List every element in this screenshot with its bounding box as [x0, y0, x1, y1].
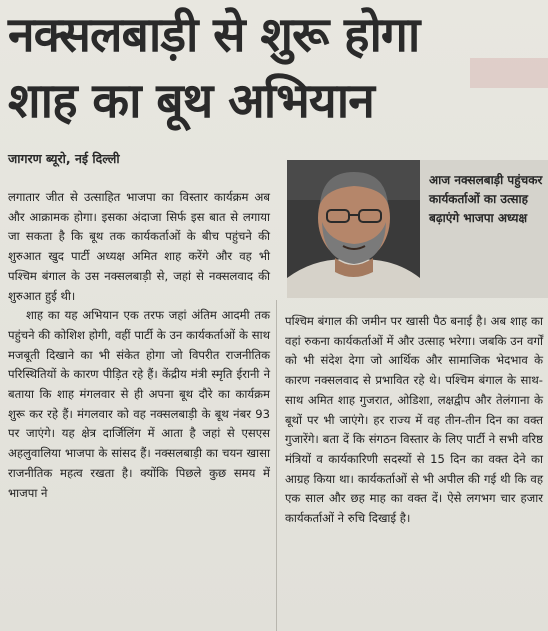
paragraph-2: शाह का यह अभियान एक तरफ जहां अंतिम आदमी तक पहुंचने की कोशिश होगी, वहीं पार्टी के उन कार्यकर्ताओं के साथ मजबूती दिखाने का भी संकेत होगा जो विपरीत राजनीतिक परिस्थितियों के कारण पीड़ित रहे हैं। केंद्रीय मंत्री स्मृति ईरानी ने बताया कि शाह मंगलवार से ही अपना बूथ दौरे का कार्यक्रम शुरू कर रहे हैं। मंगलवार को वह नक्सलबाड़ी के बूथ नंबर 93 पर जाएंगे। यह क्षेत्र दार्जिलिंग में आता है जहां से एसएस अहलुवालिया भाजपा के सांसद हैं। नक्सलबाड़ी का चयन खासा राजनीतिक महत्व रखता है। क्योंकि पिछले कुछ समय में भाजपा ने [8, 308, 270, 500]
article-column-left [8, 188, 270, 503]
photo-caption-box [420, 160, 548, 298]
adjacent-article-strip [470, 58, 548, 88]
photo-caption: आज नक्सलबाड़ी पहुंचकर कार्यकर्ताओं का उत्साह बढ़ाएंगे भाजपा अध्यक्ष [429, 173, 543, 225]
headline-line-2: शाह का बूथ अभियान [8, 73, 374, 129]
portrait-photo [287, 160, 420, 298]
headline [8, 2, 478, 134]
column-divider [276, 300, 277, 631]
byline: जागरण ब्यूरो, नई दिल्ली [8, 151, 120, 166]
paragraph-3: पश्चिम बंगाल की जमीन पर खासी पैठ बनाई है। अब शाह का वहां रुकना कार्यकर्ताओं में और उत्साह भरेगा। जबकि उन वर्गों को भी संदेश देगा जो आर्थिक और सामाजिक भेदभाव के कारण नक्सलवाद से प्रभावित रहे थे। पश्चिम बंगाल के साथ-साथ अमित शाह गुजरात, ओडिशा, लक्षद्वीप और तेलंगाना के बूथों पर भी जाएंगे। हर राज्य में वह तीन-तीन दिन का वक्त गुजारेंगे। बता दें कि संगठन विस्तार के लिए पार्टी ने सभी वरिष्ठ मंत्रियों व कार्यकारिणी सदस्यों से 15 दिन का वक्त देने का आग्रह किया था। कार्यकर्ताओं से भी अपील की गई थी कि वह एक साल और छह माह का वक्त दें। ऐसे लगभग चार हजार कार्यकर्ताओं ने रुचि दिखाई है। [285, 314, 543, 526]
paragraph-1: लगातार जीत से उत्साहित भाजपा का विस्तार कार्यक्रम अब और आक्रामक होगा। इसका अंदाजा सिर्फ इस बात से लगाया जा सकता है कि बूथ तक कार्यकर्ताओं के बीच पहुंचने की शुरुआत खुद पार्टी अध्यक्ष अमित शाह करेंगे और वह भी पश्चिम बंगाल के उस नक्सलबाड़ी से, जहां से नक्सलवाद की शुरुआत हुई थी। [8, 190, 270, 303]
headline-line-1: नक्सलबाड़ी से शुरू होगा [8, 7, 420, 63]
portrait-illustration [287, 160, 420, 298]
article-column-right [285, 312, 543, 529]
